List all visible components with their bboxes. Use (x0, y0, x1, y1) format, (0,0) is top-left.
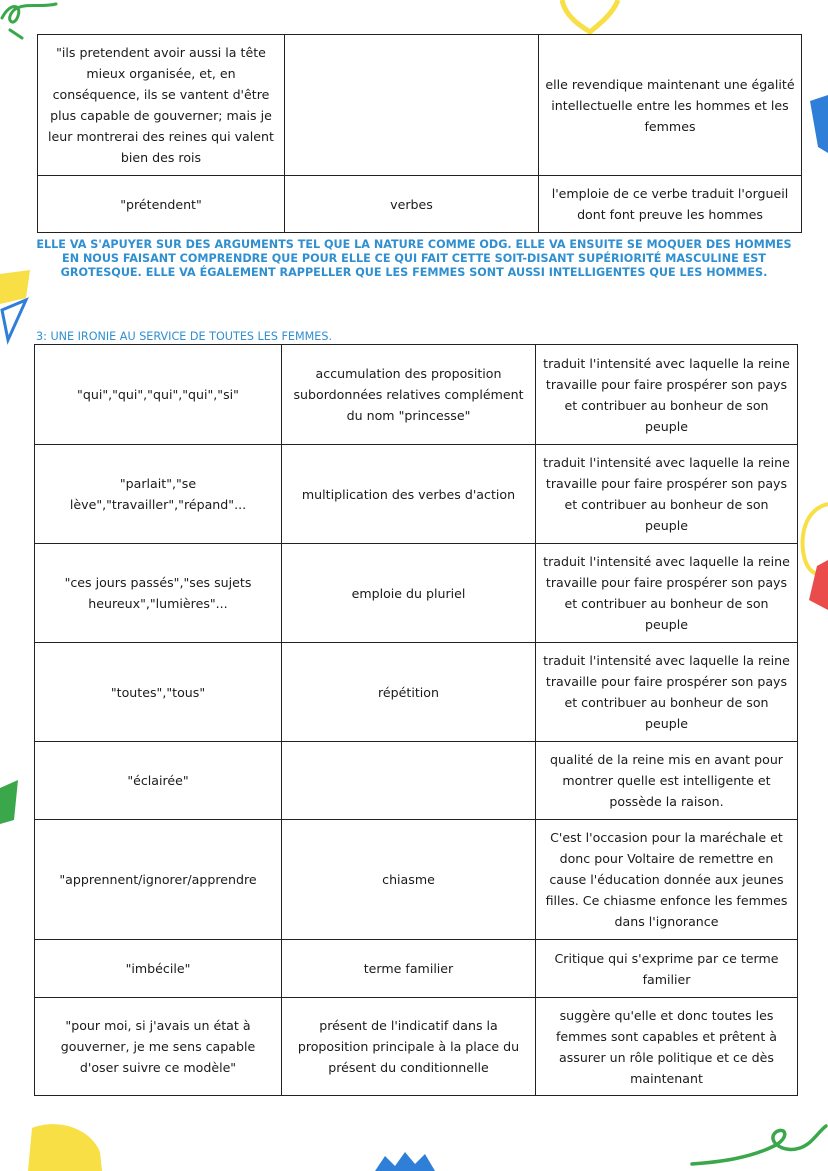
decorative-green-shape-left (0, 780, 20, 825)
table-row (35, 742, 798, 820)
table-cell-device (282, 742, 536, 820)
table-row (38, 35, 802, 176)
table-row (35, 544, 798, 643)
decorative-yellow-blob-bottom-left (28, 1122, 103, 1171)
table-row (35, 998, 798, 1096)
table-cell-device: terme familier (282, 940, 536, 998)
table-cell-interpretation: l'emploie de ce verbe traduit l'orgueil dont font preuve les hommes (539, 176, 802, 233)
table-cell-interpretation: traduit l'intensité avec laquelle la reine travaille pour faire prospérer son pays et contribuer au bonheur de son peuple (536, 445, 798, 544)
table-cell-quote: "pour moi, si j'avais un état à gouverner, je me sens capable d'oser suivre ce modèle" (35, 998, 282, 1096)
table-cell-quote: "ces jours passés","ses sujets heureux","lumières"... (35, 544, 282, 643)
table-cell-quote: "ils pretendent avoir aussi la tête mieux organisée, et, en conséquence, ils se vantent d'être plus capable de gouverner; mais je leur montrerai des reines qui valent bien des rois (38, 35, 285, 176)
table-row (38, 176, 802, 233)
analysis-table-main (34, 344, 798, 1096)
table-cell-interpretation: traduit l'intensité avec laquelle la reine travaille pour faire prospérer son pays et contribuer au bonheur de son peuple (536, 643, 798, 742)
table-cell-device: chiasme (282, 820, 536, 940)
table-cell-interpretation: suggère qu'elle et donc toutes les femmes sont capables et prêtent à assurer un rôle politique et ce dès maintenant (536, 998, 798, 1096)
table-row (35, 940, 798, 998)
table-cell-device: verbes (285, 176, 539, 233)
decorative-blue-zigzag-bottom (375, 1150, 435, 1171)
table-cell-quote: "apprennent/ignorer/apprendre (35, 820, 282, 940)
table-cell-quote: "parlait","se lève","travailler","répand"... (35, 445, 282, 544)
analysis-table-top (37, 34, 802, 233)
table-cell-interpretation: traduit l'intensité avec laquelle la reine travaille pour faire prospérer son pays et contribuer au bonheur de son peuple (536, 544, 798, 643)
table-cell-device: multiplication des verbes d'action (282, 445, 536, 544)
table-cell-quote: "qui","qui","qui","qui","si" (35, 345, 282, 445)
table-cell-interpretation: qualité de la reine mis en avant pour montrer quelle est intelligente et possède la raison. (536, 742, 798, 820)
table-row (35, 345, 798, 445)
table-cell-interpretation: C'est l'occasion pour la maréchale et donc pour Voltaire de remettre en cause l'éducation donnée aux jeunes filles. Ce chiasme enfonce les femmes dans l'ignorance (536, 820, 798, 940)
table-row (35, 643, 798, 742)
table-cell-device: accumulation des proposition subordonnées relatives complément du nom "princesse" (282, 345, 536, 445)
table-cell-interpretation: Critique qui s'exprime par ce terme familier (536, 940, 798, 998)
table-cell-quote: "prétendent" (38, 176, 285, 233)
table-cell-quote: "imbécile" (35, 940, 282, 998)
table-cell-quote: "éclairée" (35, 742, 282, 820)
table-cell-device: répétition (282, 643, 536, 742)
decorative-green-squiggle-bottom-right (690, 1118, 828, 1171)
table-cell-quote: "toutes","tous" (35, 643, 282, 742)
section-title: 3: UNE IRONIE AU SERVICE DE TOUTES LES FEMMES. (36, 330, 333, 343)
table-cell-interpretation: elle revendique maintenant une égalité intellectuelle entre les hommes et les femmes (539, 35, 802, 176)
table-row (35, 820, 798, 940)
decorative-blue-shape-right (806, 95, 828, 155)
table-cell-device: emploie du pluriel (282, 544, 536, 643)
decorative-yellow-outline-right (795, 500, 828, 610)
decorative-heart-top (560, 0, 620, 35)
table-cell-interpretation: traduit l'intensité avec laquelle la reine travaille pour faire prospérer son pays et contribuer au bonheur de son peuple (536, 345, 798, 445)
table-row (35, 445, 798, 544)
section-summary: ELLE VA S'APUYER SUR DES ARGUMENTS TEL QUE LA NATURE COMME ODG. ELLE VA ENSUITE SE MOQUER DES HOMMES EN NOUS FAISANT COMPRENDRE QUE POUR ELLE CE QUI FAIT CETTE SOIT-DISANT SUPÉRIORITÉ MASCULINE EST GROTESQUE. ELLE VA ÉGALEMENT RAPPELLER QUE LES FEMMES SONT AUSSI INTELLIGENTES QUE LES HOMMES. (36, 238, 792, 279)
table-cell-device: présent de l'indicatif dans la proposition principale à la place du présent du conditionnelle (282, 998, 536, 1096)
table-cell-device (285, 35, 539, 176)
decorative-yellow-shape-left (0, 270, 34, 345)
